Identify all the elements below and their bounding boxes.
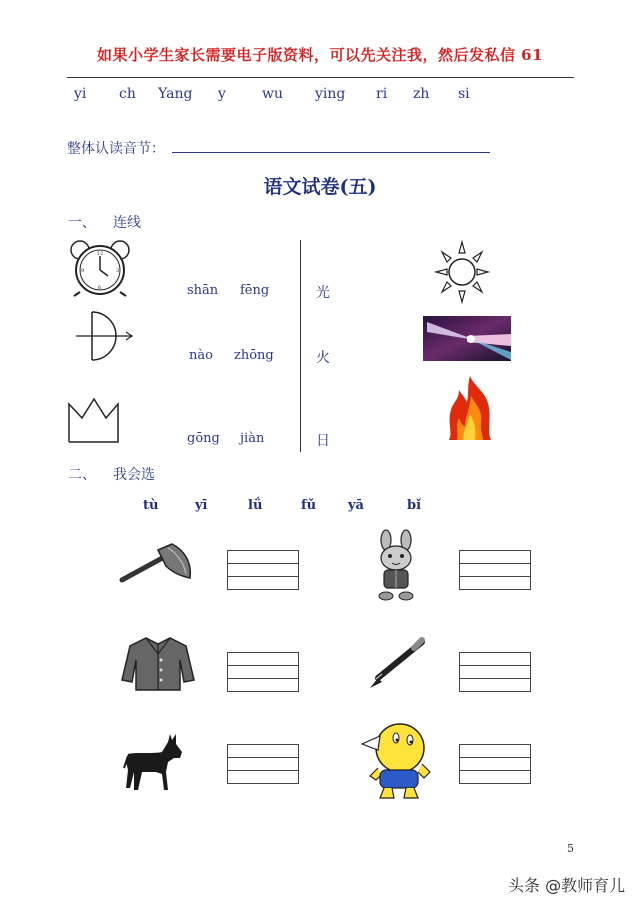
svg-text:12: 12 [97,251,104,257]
pinyin: zhōng [234,348,274,363]
whole-syllables-label: 整体认读音节： [67,141,165,157]
answer-box[interactable] [227,550,299,590]
answer-box[interactable] [459,652,531,692]
pinyin-option: yī [195,498,208,513]
header-divider [67,77,574,78]
svg-text:9: 9 [81,268,85,274]
pinyin: gōng [187,431,220,446]
syllable: ch [119,86,136,102]
syllable: yi [74,86,87,102]
answer-line[interactable] [172,152,490,153]
syllable: ri [376,86,388,102]
pinyin-option: lǘ [248,498,263,513]
syllable: wu [262,86,283,102]
pinyin-option: bǐ [407,498,422,513]
axe-icon [118,542,194,586]
duck-icon [360,718,432,804]
syllable: si [458,86,470,102]
alarm-clock-icon [66,238,136,298]
page-number: 5 [567,842,574,855]
section1-number: 一、 [68,215,96,231]
character: 日 [316,433,330,449]
character: 火 [316,350,330,366]
syllable: y [218,86,226,102]
watermark: 头条 @教师育儿 [508,876,626,895]
pinyin: shān [187,283,219,298]
header-notice: 如果小学生家长需要电子版资料，可以先关注我，然后发私信 61 [96,46,544,64]
pinyin: fēng [240,283,270,298]
section1-heading: 连线 [113,215,141,231]
rabbit-icon [372,530,422,602]
bow-arrow-icon [74,310,138,362]
light-beam-icon [423,316,511,361]
pinyin-option: yā [348,498,364,513]
pinyin: jiàn [240,431,265,446]
svg-text:3: 3 [116,268,120,274]
syllable: ying [315,86,346,102]
section2-heading: 我会选 [113,467,155,483]
fire-icon [445,374,495,444]
pinyin-option: fǔ [301,498,317,513]
pen-icon [364,636,428,692]
syllable: zh [413,86,430,102]
pinyin: nào [189,348,213,363]
column-divider [300,240,301,452]
character: 光 [316,285,330,301]
sun-icon [434,240,490,304]
jacket-icon [120,636,196,692]
answer-box[interactable] [227,744,299,784]
mountain-icon [66,396,122,446]
answer-box[interactable] [227,652,299,692]
donkey-icon [122,732,186,794]
page-title: 语文试卷(五) [263,176,377,198]
section2-number: 二、 [68,467,96,483]
syllable: Yang [158,86,193,102]
pinyin-option: tù [143,498,159,513]
answer-box[interactable] [459,744,531,784]
svg-text:6: 6 [98,285,102,291]
answer-box[interactable] [459,550,531,590]
